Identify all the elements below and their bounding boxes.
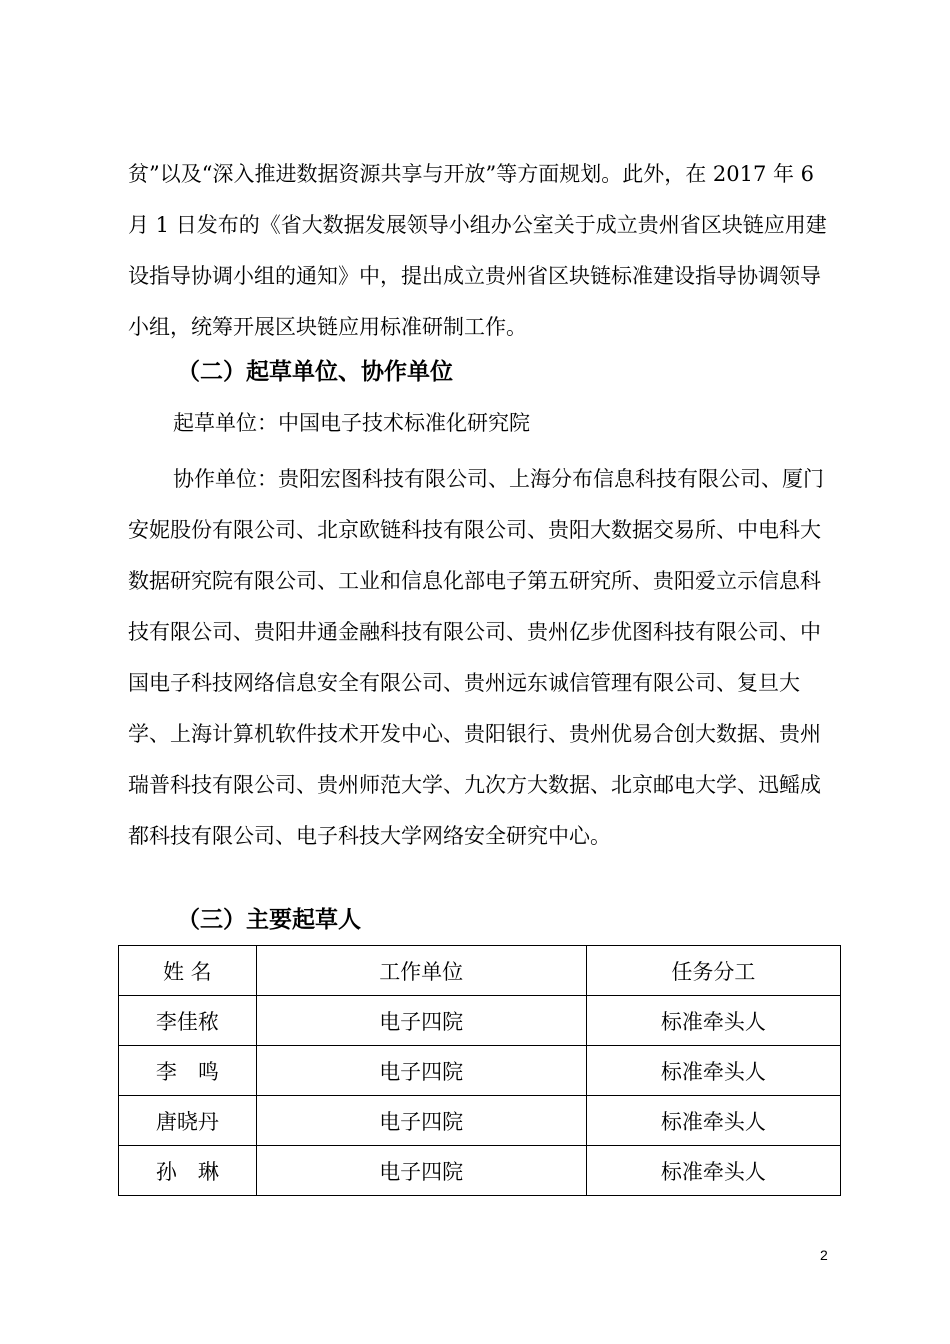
section-heading-main-drafters: （三）主要起草人 (177, 907, 361, 933)
section-heading-drafting-units: （二）起草单位、协作单位 (177, 359, 453, 385)
table-header-cell: 工作单位 (256, 946, 586, 996)
paragraph-continued: 贫”以及“深入推进数据资源共享与开放”等方面规划。此外，在 2017 年 6 月 1 日发布的《省大数据发展领导小组办公室关于成立贵州省区块链应用建设指导协调小组的通知》中，提出成立贵州省区块链标准建设指导协调领导小组，统筹开展区块链应用标准研制工作。 (128, 162, 827, 339)
drafters-table (118, 945, 841, 1196)
table-cell-name: 李佳秾 (119, 996, 257, 1046)
table-cell-role: 标准牵头人 (586, 996, 840, 1046)
table-cell-unit: 电子四院 (256, 1046, 586, 1096)
page-number: 2 (820, 1247, 828, 1263)
table-row (119, 1096, 841, 1146)
collaborating-units-paragraph: 协作单位：贵阳宏图科技有限公司、上海分布信息科技有限公司、厦门安妮股份有限公司、北京欧链科技有限公司、贵阳大数据交易所、中电科大数据研究院有限公司、工业和信息化部电子第五研究所、贵阳爱立示信息科技有限公司、贵阳井通金融科技有限公司、贵州亿步优图科技有限公司、中国电子科技网络信息安全有限公司、贵州远东诚信管理有限公司、复旦大学、上海计算机软件技术开发中心、贵阳银行、贵州优易合创大数据、贵州瑞普科技有限公司、贵州师范大学、九次方大数据、北京邮电大学、迅鳐成都科技有限公司、电子科技大学网络安全研究中心。 (128, 467, 824, 848)
table-cell-name: 孙 琳 (119, 1146, 257, 1196)
table-header-row (119, 946, 841, 996)
table-row (119, 996, 841, 1046)
table-cell-name: 李 鸣 (119, 1046, 257, 1096)
table-cell-role: 标准牵头人 (586, 1046, 840, 1096)
table-cell-unit: 电子四院 (256, 1146, 586, 1196)
drafting-unit-line: 起草单位：中国电子技术标准化研究院 (173, 411, 530, 435)
table-header-cell: 任务分工 (586, 946, 840, 996)
table-cell-unit: 电子四院 (256, 996, 586, 1046)
table-cell-name: 唐晓丹 (119, 1096, 257, 1146)
table-cell-role: 标准牵头人 (586, 1146, 840, 1196)
table-header-cell: 姓 名 (119, 946, 257, 996)
table-cell-unit: 电子四院 (256, 1096, 586, 1146)
table-row (119, 1146, 841, 1196)
table-cell-role: 标准牵头人 (586, 1096, 840, 1146)
table-row (119, 1046, 841, 1096)
